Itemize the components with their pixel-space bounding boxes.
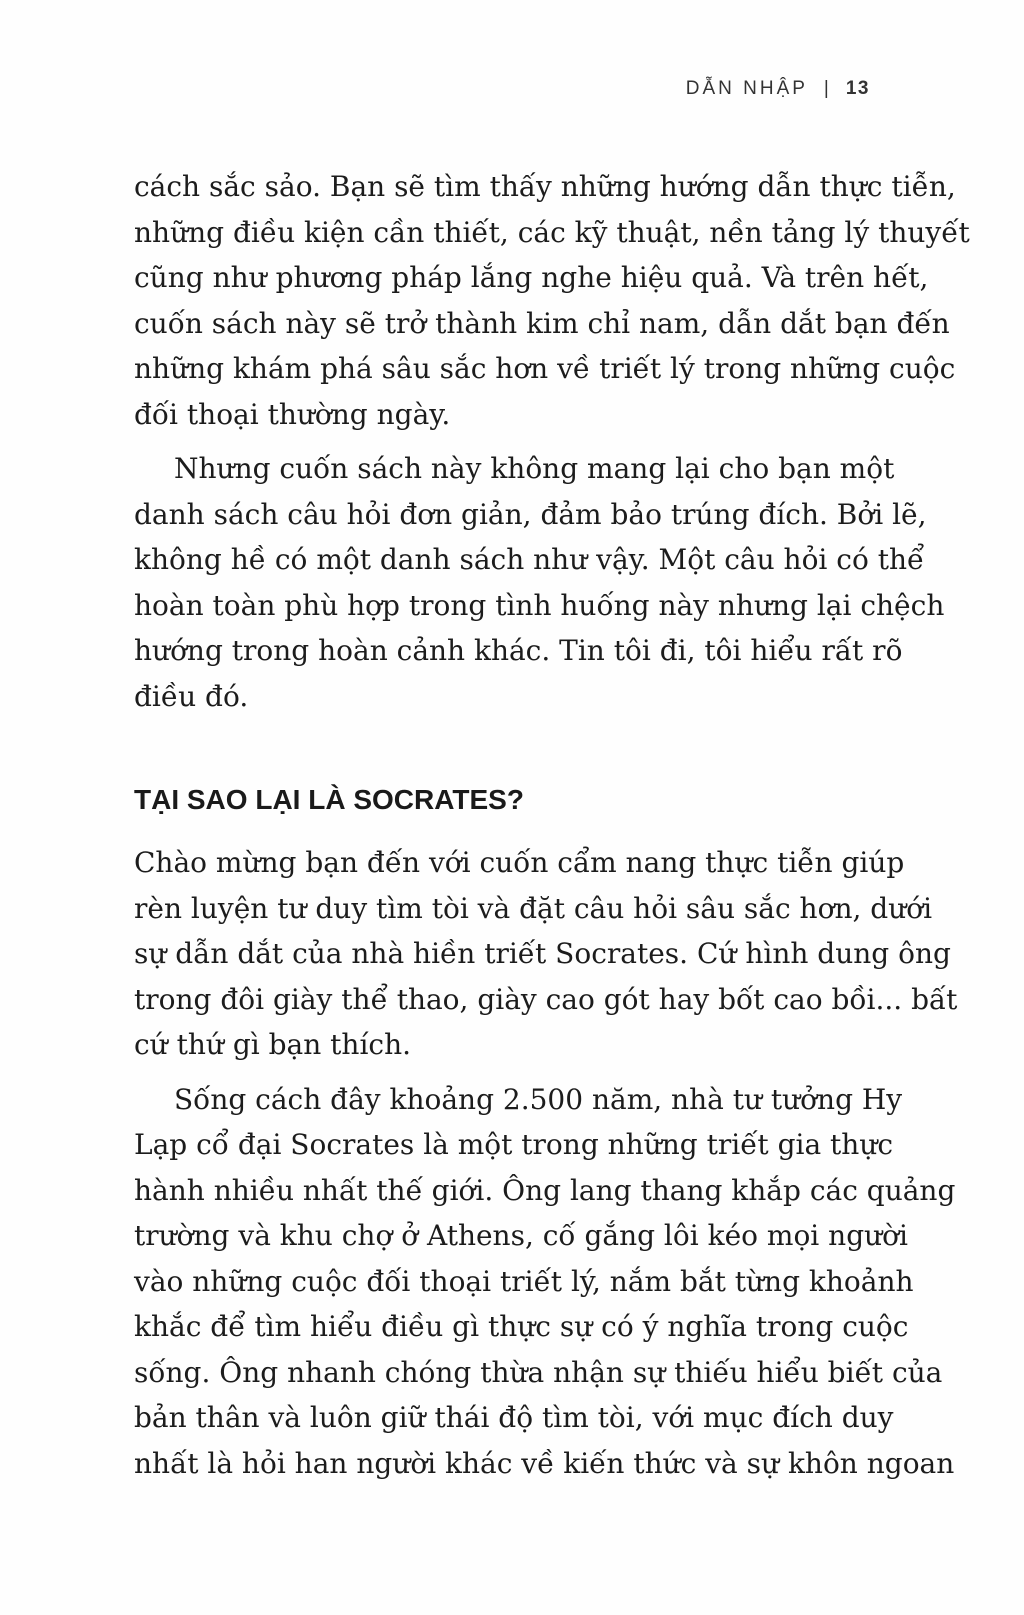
- page-number: 13: [845, 78, 870, 99]
- text-line: Sống cách đây khoảng 2.500 năm, nhà tư tưởng Hy: [174, 1082, 903, 1116]
- text-line: rèn luyện tư duy tìm tòi và đặt câu hỏi sâu sắc hơn, dưới: [134, 891, 933, 925]
- text-line: cũng như phương pháp lắng nghe hiệu quả. Và trên hết,: [134, 261, 929, 294]
- text-line: hành nhiều nhất thế giới. Ông lang thang khắp các quảng: [134, 1173, 956, 1207]
- chapter-title: DẪN NHẬP: [685, 78, 808, 99]
- text-line: trong đôi giày thể thao, giày cao gót hay bốt cao bồi... bất: [134, 982, 958, 1016]
- text-line: trường và khu chợ ở Athens, cố gắng lôi kéo mọi người: [134, 1219, 908, 1252]
- header-separator: |: [823, 78, 832, 99]
- text-line: cứ thứ gì bạn thích.: [134, 1028, 412, 1061]
- text-line: hướng trong hoàn cảnh khác. Tin tôi đi, tôi hiểu rất rõ: [134, 634, 903, 667]
- running-header: [686, 78, 870, 100]
- text-line: sự dẫn dắt của nhà hiền triết Socrates. Cứ hình dung ông: [134, 937, 951, 970]
- paragraph: [134, 840, 958, 1068]
- text-line: không hề có một danh sách như vậy. Một câu hỏi có thể: [134, 543, 925, 576]
- text-line: Nhưng cuốn sách này không mang lại cho bạn một: [174, 452, 895, 485]
- text-line: Chào mừng bạn đến với cuốn cẩm nang thực tiễn giúp: [134, 846, 905, 879]
- body-text: [134, 164, 970, 1486]
- text-line: nhất là hỏi han người khác về kiến thức và sự khôn ngoan: [134, 1446, 955, 1480]
- text-line: đối thoại thường ngày.: [134, 397, 451, 431]
- text-line: vào những cuộc đối thoại triết lý, nắm bắt từng khoảnh: [134, 1264, 914, 1298]
- text-line: những điều kiện cần thiết, các kỹ thuật, nền tảng lý thuyết: [134, 215, 970, 249]
- text-line: sống. Ông nhanh chóng thừa nhận sự thiếu hiểu biết của: [134, 1355, 943, 1389]
- text-line: cách sắc sảo. Bạn sẽ tìm thấy những hướng dẫn thực tiễn,: [134, 170, 956, 203]
- paragraph: [134, 446, 945, 719]
- text-line: Lạp cổ đại Socrates là một trong những triết gia thực: [134, 1128, 894, 1161]
- text-line: điều đó.: [134, 679, 249, 713]
- text-line: những khám phá sâu sắc hơn về triết lý trong những cuộc: [134, 352, 956, 385]
- section-heading: TẠI SAO LẠI LÀ SOCRATES?: [134, 784, 524, 815]
- paragraph-continuation: [134, 164, 970, 437]
- text-line: hoàn toàn phù hợp trong tình huống này nhưng lại chệch: [134, 588, 945, 622]
- text-line: cuốn sách này sẽ trở thành kim chỉ nam, dẫn dắt bạn đến: [134, 306, 950, 340]
- text-line: khắc để tìm hiểu điều gì thực sự có ý nghĩa trong cuộc: [134, 1310, 909, 1343]
- paragraph: [134, 1077, 956, 1487]
- text-line: danh sách câu hỏi đơn giản, đảm bảo trúng đích. Bởi lẽ,: [134, 497, 927, 531]
- text-line: bản thân và luôn giữ thái độ tìm tòi, với mục đích duy: [134, 1401, 894, 1434]
